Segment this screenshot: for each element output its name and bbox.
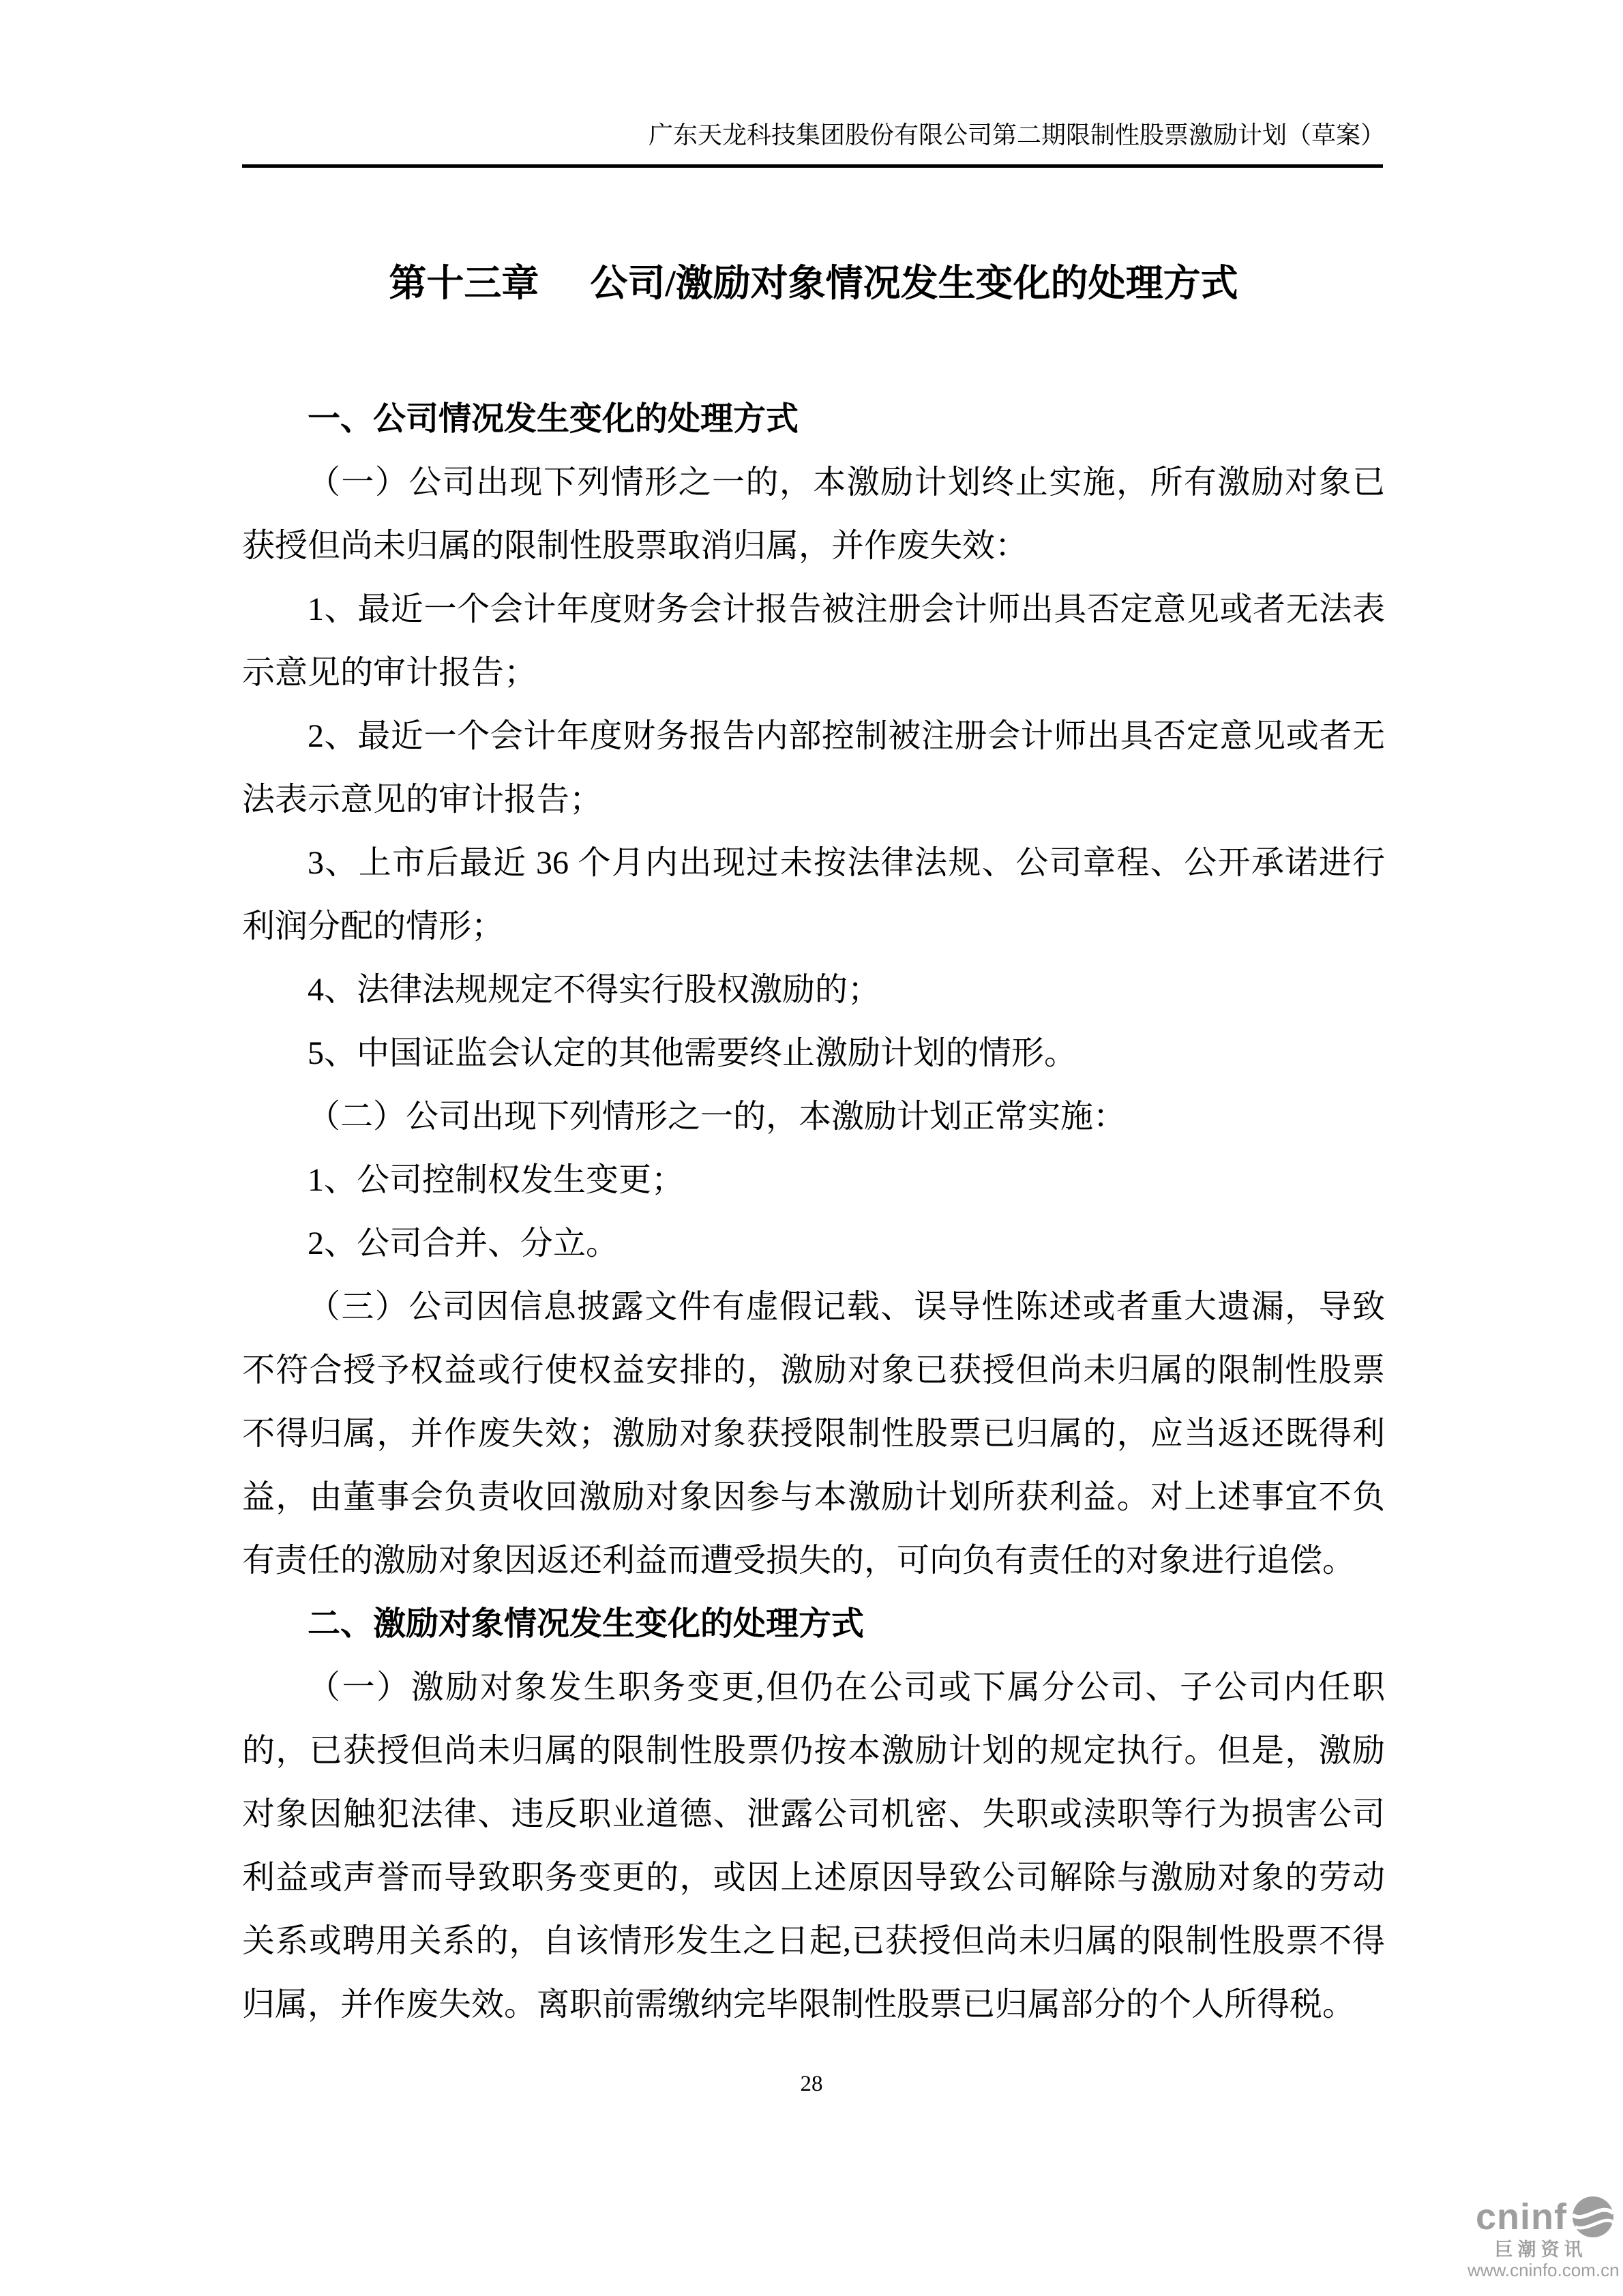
paragraph: （三）公司因信息披露文件有虚假记载、误导性陈述或者重大遗漏，导致不符合授予权益或行使权益安排的，激励对象已获授但尚未归属的限制性股票不得归属，并作废失效；激励对象获授限制性股票已归属的，应当返还既得利益，由董事会负责收回激励对象因参与本激励计划所获利益。对上述事宜不负有责任的激励对象因返还利益而遭受损失的，可向负有责任的对象进行追偿。 <box>242 1289 1385 1579</box>
paragraph: 3、上市后最近 36 个月内出现过未按法律法规、公司章程、公开承诺进行利润分配的情形； <box>242 845 1385 944</box>
globe-swirl-icon <box>1572 2196 1614 2238</box>
chapter-title-text: 公司/激励对象情况发生变化的处理方式 <box>590 263 1238 304</box>
cninfo-url: www.cninfo.com.cn <box>1468 2260 1620 2280</box>
chapter-number: 第十三章 <box>389 263 539 304</box>
paragraph: 1、最近一个会计年度财务会计报告被注册会计师出具否定意见或者无法表示意见的审计报告； <box>242 591 1385 691</box>
running-header: 广东天龙科技集团股份有限公司第二期限制性股票激励计划（草案） <box>648 121 1385 149</box>
header-divider-rule <box>242 164 1383 168</box>
cninfo-brand-chinese: 巨潮资讯 <box>1494 2239 1588 2260</box>
cninfo-logo <box>1468 2196 1620 2280</box>
cninfo-brand-text: cninf <box>1476 2196 1567 2237</box>
paragraph: （一）公司出现下列情形之一的，本激励计划终止实施，所有激励对象已获授但尚未归属的限制性股票取消归属，并作废失效： <box>242 464 1385 564</box>
paragraph: （二）公司出现下列情形之一的，本激励计划正常实施： <box>308 1099 1127 1135</box>
paragraph: 2、公司合并、分立。 <box>308 1225 619 1262</box>
paragraph: 2、最近一个会计年度财务报告内部控制被注册会计师出具否定意见或者无法表示意见的审计报告； <box>242 718 1385 818</box>
paragraph: （一）激励对象发生职务变更,但仍在公司或下属分公司、子公司内任职的，已获授但尚未归属的限制性股票仍按本激励计划的规定执行。但是，激励对象因触犯法律、违反职业道德、泄露公司机密、失职或渎职等行为损害公司利益或声誉而导致职务变更的，或因上述原因导致公司解除与激励对象的劳动关系或聘用关系的，自该情形发生之日起,已获授但尚未归属的限制性股票不得归属，并作废失效。离职前需缴纳完毕限制性股票已归属部分的个人所得税。 <box>242 1669 1385 2023</box>
section-heading: 二、激励对象情况发生变化的处理方式 <box>308 1606 865 1642</box>
paragraph: 4、法律法规规定不得实行股权激励的； <box>308 972 881 1008</box>
chapter-title <box>242 254 1385 314</box>
cninfo-brand-row <box>1468 2196 1614 2238</box>
paragraph: 1、公司控制权发生变更； <box>308 1162 685 1198</box>
paragraph: 5、中国证监会认定的其他需要终止激励计划的情形。 <box>308 1035 1077 1071</box>
document-body <box>242 387 1385 2036</box>
page-number: 28 <box>800 2072 823 2096</box>
section-heading: 一、公司情况发生变化的处理方式 <box>308 401 799 437</box>
